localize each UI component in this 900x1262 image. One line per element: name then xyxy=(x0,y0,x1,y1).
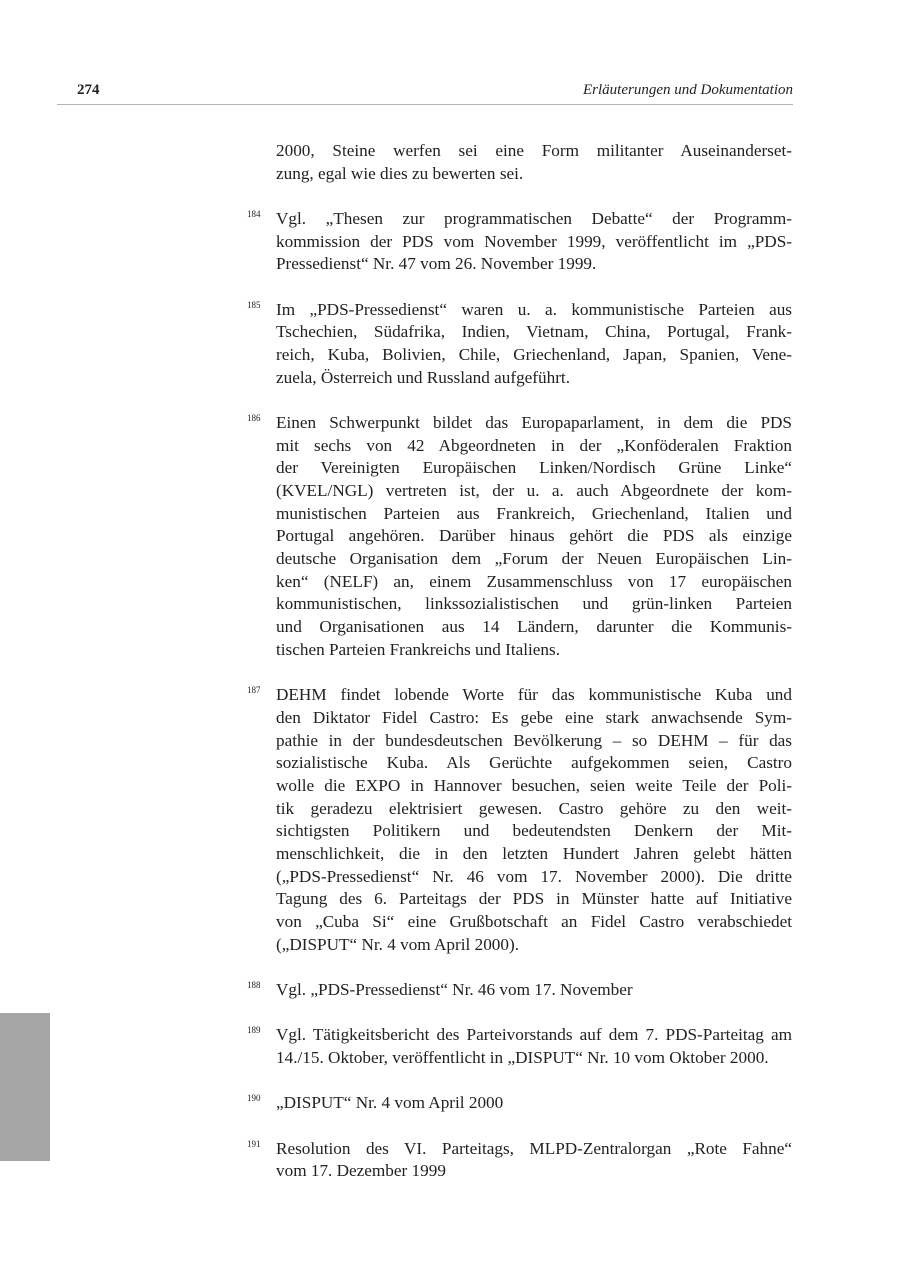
footnote-185 xyxy=(247,299,792,390)
text-line: Vgl. „PDS-Pressedienst“ Nr. 46 vom 17. November xyxy=(276,979,633,999)
footnote-184 xyxy=(247,208,792,276)
text-line: 2000, Steine werfen sei eine Form militanter Auseinanderset- xyxy=(276,141,792,160)
footnote-number: 188 xyxy=(247,979,261,990)
continued-paragraph xyxy=(276,140,792,185)
text-line: deutsche Organisation dem „Forum der Neuen Europäischen Lin- xyxy=(276,549,792,569)
footnote-number: 186 xyxy=(247,412,261,423)
text-line: Vgl. „Thesen zur programmatischen Debatte“ der Programm- xyxy=(276,208,792,228)
text-line: sichtigsten Politikern und bedeutendsten Denkern der Mit- xyxy=(276,821,792,841)
text-line: pathie in der bundesdeutschen Bevölkerung – so DEHM – für das xyxy=(276,730,792,750)
text-line: DEHM findet lobende Worte für das kommunistische Kuba und xyxy=(276,685,792,705)
text-line: Einen Schwerpunkt bildet das Europaparlament, in dem die PDS xyxy=(276,412,792,432)
text-line: und Organisationen aus 14 Ländern, darunter die Kommunis- xyxy=(276,617,792,637)
text-line: ken“ (NELF) an, einem Zusammenschluss von 17 europäischen xyxy=(276,571,792,591)
text-line: kommission der PDS vom November 1999, veröffentlicht im „PDS- xyxy=(276,231,792,251)
running-title: Erläuterungen und Dokumentation xyxy=(583,82,793,98)
footnote-187 xyxy=(247,684,792,956)
text-line: („PDS-Pressedienst“ Nr. 46 vom 17. November 2000). Die dritte xyxy=(276,866,792,886)
text-line: („DISPUT“ Nr. 4 vom April 2000). xyxy=(276,934,519,954)
text-line: (KVEL/NGL) vertreten ist, der u. a. auch Abgeordnete der kom- xyxy=(276,481,792,501)
text-line: munistischen Parteien aus Frankreich, Griechenland, Italien und xyxy=(276,503,792,523)
text-line: sozialistische Kuba. Als Gerüchte aufgekommen seien, Castro xyxy=(276,753,792,773)
footnote-number: 187 xyxy=(247,685,261,696)
footnote-number: 191 xyxy=(247,1138,261,1149)
text-line: tischen Parteien Frankreichs und Italiens. xyxy=(276,639,560,659)
text-line: von „Cuba Si“ eine Grußbotschaft an Fidel Castro verabschiedet xyxy=(276,912,792,931)
text-line: Im „PDS-Pressedienst“ waren u. a. kommunistische Parteien aus xyxy=(276,299,792,319)
text-line: zung, egal wie dies zu bewerten sei. xyxy=(276,163,524,183)
text-line: Vgl. Tätigkeitsbericht des Parteivorstands auf dem 7. PDS-Parteitag am xyxy=(276,1025,792,1045)
thumb-index-tab xyxy=(0,1013,50,1161)
text-line: Pressedienst“ Nr. 47 vom 26. November 1999. xyxy=(276,254,597,274)
text-line: „DISPUT“ Nr. 4 vom April 2000 xyxy=(276,1093,504,1113)
footnotes-body xyxy=(247,140,792,1205)
page-number: 274 xyxy=(77,82,100,98)
footnote-186 xyxy=(247,412,792,662)
text-line: Resolution des VI. Parteitags, MLPD-Zentralorgan „Rote Fahne“ xyxy=(276,1138,792,1158)
footnote-number: 189 xyxy=(247,1025,261,1036)
text-line: menschlichkeit, die in den letzten Hundert Jahren gelebt hätten xyxy=(276,843,792,863)
text-line: reich, Kuba, Bolivien, Chile, Griechenland, Japan, Spanien, Vene- xyxy=(276,345,792,364)
footnote-number: 184 xyxy=(247,208,261,219)
text-line: wolle die EXPO in Hannover besuchen, seien weite Teile der Poli- xyxy=(276,775,792,795)
footnote-188 xyxy=(247,979,792,1002)
footnote-191 xyxy=(247,1138,792,1183)
text-line: 14./15. Oktober, veröffentlicht in „DISPUT“ Nr. 10 vom Oktober 2000. xyxy=(276,1047,769,1067)
text-line: kommunistischen, linkssozialistischen und grün-linken Parteien xyxy=(276,594,792,614)
text-line: Portugal angehören. Darüber hinaus gehört die PDS als einzige xyxy=(276,526,792,546)
text-line: vom 17. Dezember 1999 xyxy=(276,1161,446,1181)
text-line: zuela, Österreich und Russland aufgeführt. xyxy=(276,367,571,387)
page-header xyxy=(57,80,793,105)
footnote-189 xyxy=(247,1024,792,1069)
footnote-190 xyxy=(247,1092,792,1115)
text-line: der Vereinigten Europäischen Linken/Nordisch Grüne Linke“ xyxy=(276,458,792,478)
text-line: Tschechien, Südafrika, Indien, Vietnam, China, Portugal, Frank- xyxy=(276,322,792,342)
footnote-number: 190 xyxy=(247,1093,261,1104)
footnote-number: 185 xyxy=(247,299,261,310)
text-line: Tagung des 6. Parteitags der PDS in Münster hatte auf Initiative xyxy=(276,889,792,909)
text-line: tik geradezu elektrisiert gewesen. Castro gehöre zu den weit- xyxy=(276,798,792,818)
text-line: den Diktator Fidel Castro: Es gebe eine stark anwachsende Sym- xyxy=(276,707,792,727)
text-line: mit sechs von 42 Abgeordneten in der „Konföderalen Fraktion xyxy=(276,435,792,455)
